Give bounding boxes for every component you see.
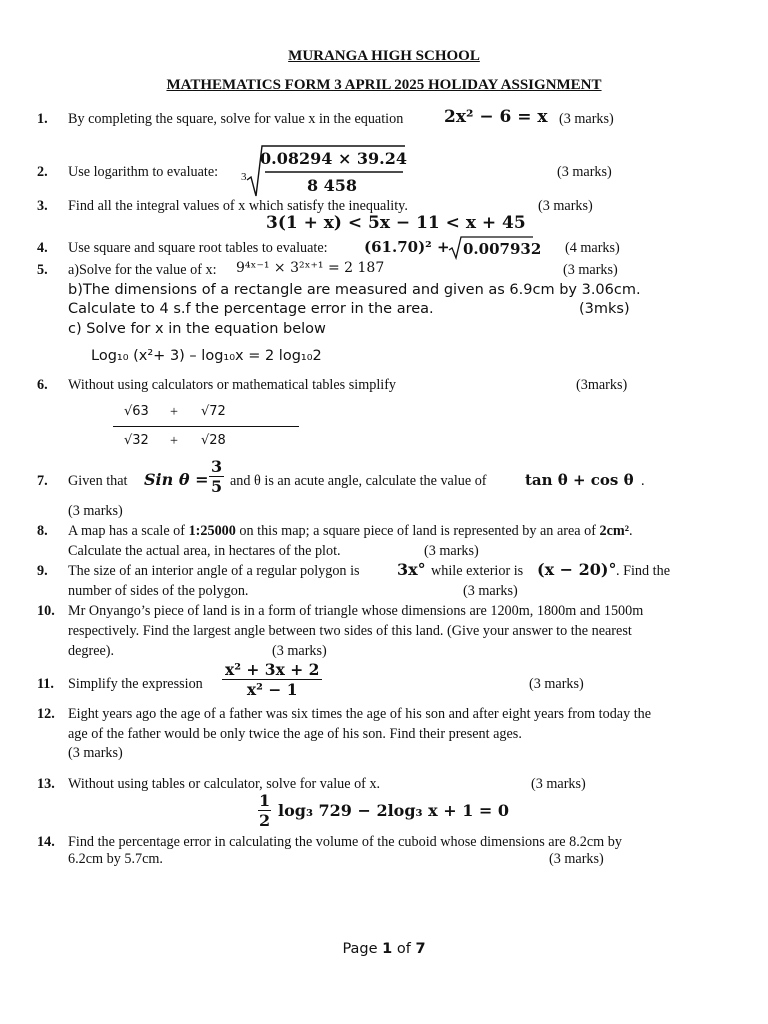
math-expression: 2x² − 6 = x [444,107,548,127]
question-text: respectively. Find the largest angle between two sides of this land. (Give your answer to the nearest [68,623,632,639]
marks-label: (3 marks) [538,198,593,214]
question-text: and θ is an acute angle, calculate the value of [230,473,487,489]
marks-label: (3 marks) [68,745,123,761]
marks-label: (3 marks) [549,851,604,867]
radical-term: √63 [124,404,149,419]
of-word: of [396,941,411,957]
question-text: number of sides of the polygon. [68,583,249,599]
interior-angle: 3x° [397,560,426,579]
radical-term: √28 [201,433,226,448]
question-number: 3. [37,198,48,214]
fraction [222,660,322,699]
question-text: Given that [68,473,128,489]
question-number: 13. [37,776,55,792]
question-text: degree). [68,643,115,659]
marks-label: (4 marks) [565,240,620,256]
radical-term: √72 [201,404,226,419]
map-scale: 1:25000 [188,523,236,539]
math-expression: log₃ 729 − 2log₃ x + 1 = 0 [278,801,510,820]
question-text: a)Solve for the value of x: [68,262,217,278]
question-text: Find the percentage error in calculating the volume of the cuboid whose dimensions are 8.2cm by [68,834,622,850]
question-text: age of the father would be only twice the age of his son. Find their present ages. [68,726,522,742]
question-number: 14. [37,834,55,850]
question-text: Use logarithm to evaluate: [68,164,219,180]
question-number: 1. [37,111,48,127]
math-expression: Log₁₀ (x²+ 3) – log₁₀x = 2 log₁₀2 [91,348,322,364]
log-denominator: 8 458 [306,176,358,195]
page-indicator [0,941,768,957]
marks-label: (3 marks) [557,164,612,180]
marks-label: (3 marks) [463,583,518,599]
fraction-numerator: x² + 3x + 2 [225,660,320,679]
marks-label: (3mks) [579,301,630,317]
math-expression: tan θ + cos θ [525,471,634,489]
marks-label: (3 marks) [531,776,586,792]
fraction-denominator: 2 [259,811,271,830]
question-text: Without using tables or calculator, solve for value of x. [68,776,381,792]
root-index: 3 [241,171,247,183]
math-expression: (61.70)² + [364,238,450,256]
question-text: b)The dimensions of a rectangle are measured and given as 6.9cm by 3.06cm. [68,282,641,298]
question-text: Simplify the expression [68,676,203,692]
question-text: Use square and square root tables to evaluate: [68,240,328,256]
question-text: Find all the integral values of x which satisfy the inequality. [68,198,408,214]
marks-label: (3 marks) [559,111,614,127]
fraction-denominator: x² − 1 [222,679,322,699]
question-text: Eight years ago the age of a father was six times the age of his son and after eight years from today the [68,706,652,722]
question-number: 11. [37,676,54,692]
question-text: c) Solve for x in the equation below [68,321,326,337]
question-text: while exterior is [431,563,524,579]
question-text: Without using calculators or mathematical tables simplify [68,377,397,393]
exterior-angle: (x − 20)° [537,560,617,579]
page-word: Page [342,941,378,957]
fraction [258,791,271,830]
question-number: 5. [37,262,48,278]
question-text: 6.2cm by 5.7cm. [68,851,163,867]
log-numerator: 0.08294 × 39.24 [260,149,408,168]
math-expression: 9⁴ˣ⁻¹ × 3²ˣ⁺¹ = 2 187 [236,260,385,276]
question-number: 2. [37,164,48,180]
math-expression: 3(1 + x) < 5x − 11 < x + 45 [266,213,526,233]
question-text [68,523,633,540]
fraction-denominator: 5 [211,477,223,496]
marks-label: (3 marks) [424,543,479,559]
question-text: Mr Onyango’s piece of land is in a form of triangle whose dimensions are 1200m, 1800m and 1500m [68,603,644,619]
question-number: 4. [37,240,48,256]
question-text: Calculate the actual area, in hectares of the plot. [68,543,341,559]
operator: + [170,404,179,420]
map-area: 2cm² [599,523,629,539]
total-pages: 7 [415,941,426,957]
question-number: 6. [37,377,48,393]
fraction-numerator: 1 [259,791,271,810]
fraction-numerator: 3 [211,457,223,476]
question-number: 8. [37,523,48,539]
marks-label: (3marks) [576,377,628,393]
text-fragment: . [628,523,633,539]
question-text: The size of an interior angle of a regular polygon is [68,563,360,579]
marks-label: (3 marks) [68,503,123,519]
text-fragment: on this map; a square piece of land is represented by an area of [239,523,596,539]
punctuation: . [641,473,645,489]
marks-label: (3 marks) [529,676,584,692]
question-number: 7. [37,473,48,489]
current-page: 1 [382,941,393,957]
marks-label: (3 marks) [563,262,618,278]
math-expression: 0.007932 [463,240,542,258]
fraction [209,457,224,496]
question-text: . Find the [616,563,670,579]
question-number: 10. [37,603,55,619]
question-text: By completing the square, solve for value x in the equation [68,111,404,127]
question-number: 12. [37,706,55,722]
math-expression: Sin θ = [144,470,209,489]
fraction-bar [113,426,299,427]
school-title: MURANGA HIGH SCHOOL [288,48,480,64]
question-text: Calculate to 4 s.f the percentage error in the area. [68,301,434,317]
marks-label: (3 marks) [272,643,327,659]
text-fragment: A map has a scale of [68,523,186,539]
operator: + [170,433,179,449]
question-number: 9. [37,563,48,579]
assignment-title: MATHEMATICS FORM 3 APRIL 2025 HOLIDAY ASSIGNMENT [166,77,602,93]
radical-term: √32 [124,433,149,448]
